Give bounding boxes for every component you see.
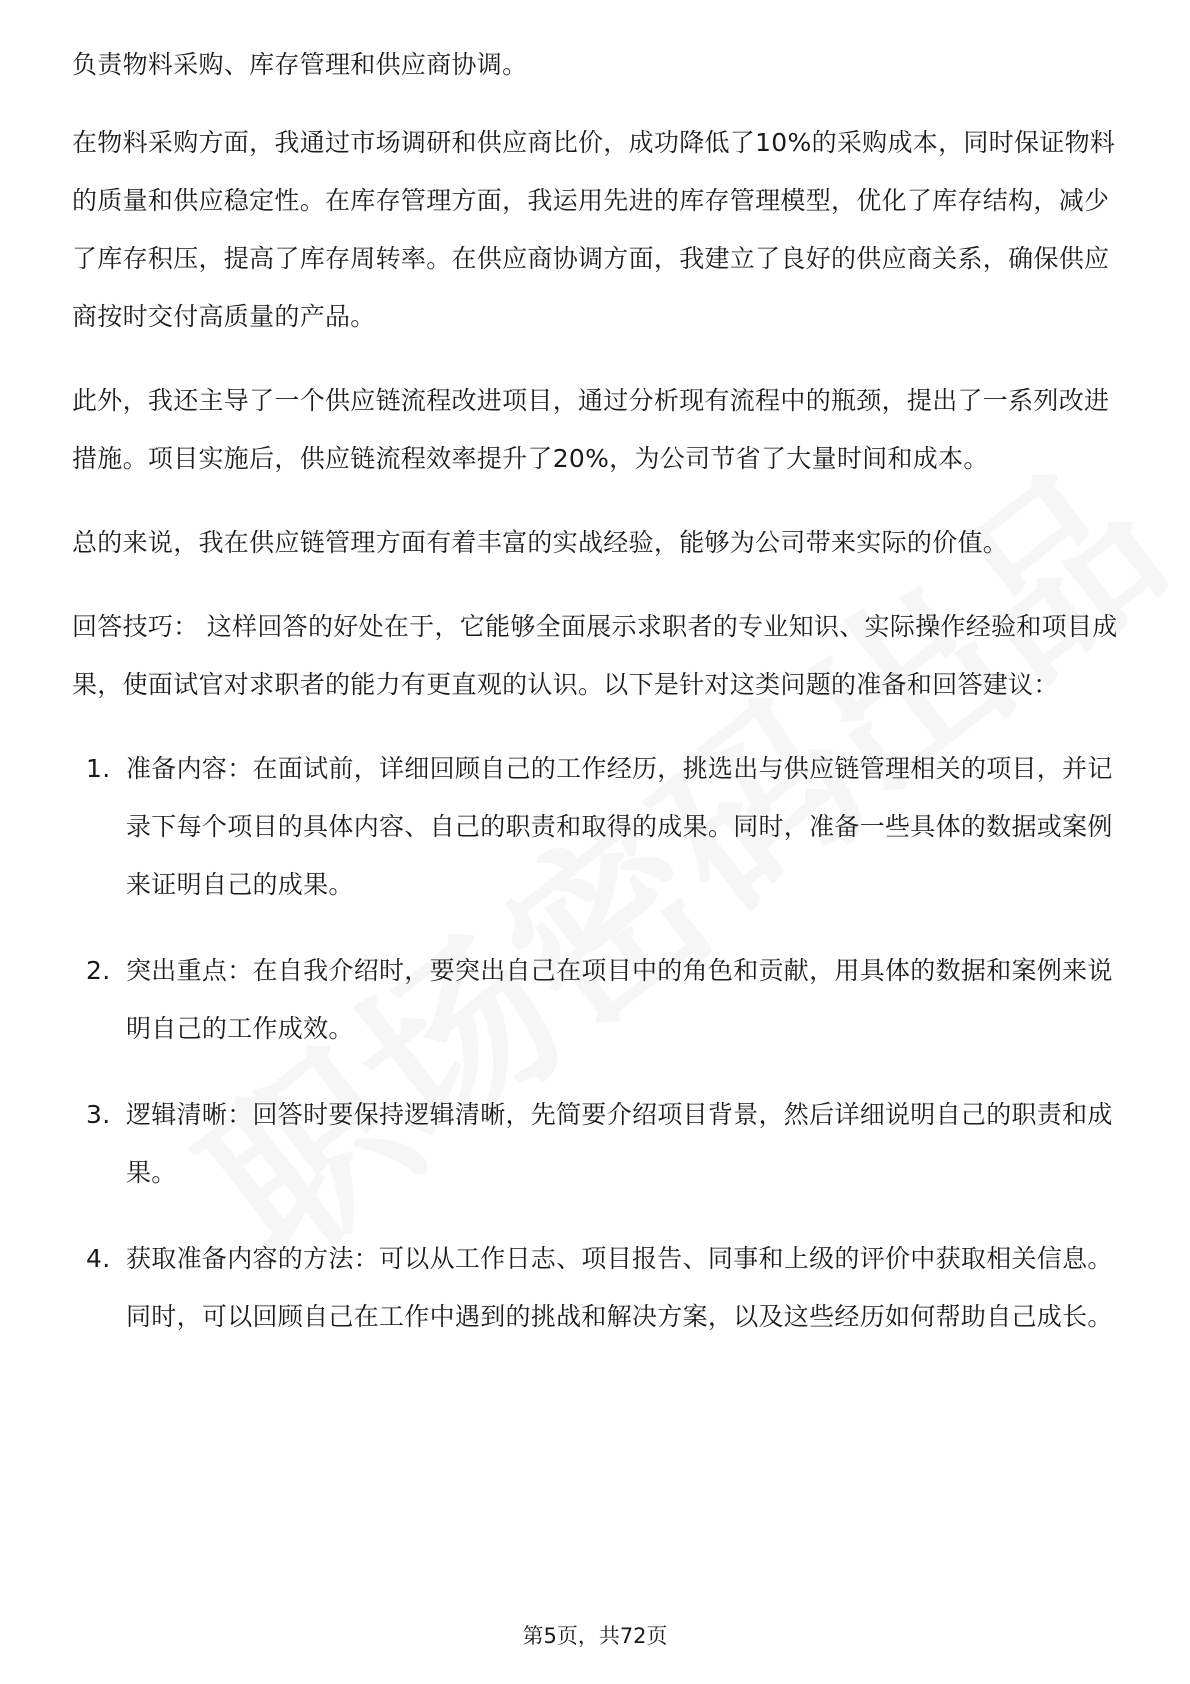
list-marker: 1.: [86, 754, 111, 783]
list-marker: 3.: [86, 1100, 111, 1129]
paragraph-3: 此外，我还主导了一个供应链流程改进项目，通过分析现有流程中的瓶颈，提出了一系列改进措施。项目实施后，供应链流程效率提升了20%，为公司节省了大量时间和成本。: [72, 386, 1110, 473]
paragraph-2: 在物料采购方面，我通过市场调研和供应商比价，成功降低了10%的采购成本，同时保证物料的质量和供应稳定性。在库存管理方面，我运用先进的库存管理模型，优化了库存结构，减少了库存积压，提高了库存周转率。在供应商协调方面，我建立了良好的供应商关系，确保供应商按时交付高质量的产品。: [72, 128, 1116, 331]
list-item: [72, 740, 1122, 914]
list-item-text: 获取准备内容的方法：可以从工作日志、项目报告、同事和上级的评价中获取相关信息。同时，可以回顾自己在工作中遇到的挑战和解决方案，以及这些经历如何帮助自己成长。: [126, 1244, 1113, 1331]
list-marker: 2.: [86, 956, 111, 985]
paragraph-5: 回答技巧： 这样回答的好处在于，它能够全面展示求职者的专业知识、实际操作经验和项目成果，使面试官对求职者的能力有更直观的认识。以下是针对这类问题的准备和回答建议：: [72, 612, 1118, 699]
list-item: [72, 1230, 1122, 1346]
list-item: [72, 942, 1122, 1058]
list-item-text: 准备内容：在面试前，详细回顾自己的工作经历，挑选出与供应链管理相关的项目，并记录下每个项目的具体内容、自己的职责和取得的成果。同时，准备一些具体的数据或案例来证明自己的成果。: [126, 754, 1113, 899]
list-item: [72, 1086, 1122, 1202]
paragraph-1: 负责物料采购、库存管理和供应商协调。: [72, 50, 528, 79]
paragraph-4: 总的来说，我在供应链管理方面有着丰富的实战经验，能够为公司带来实际的价值。: [72, 528, 1009, 557]
page-footer: 第5页，共72页: [522, 1624, 668, 1648]
tips-list: [72, 740, 1122, 1346]
document-body: [72, 36, 1122, 1374]
list-item-text: 逻辑清晰：回答时要保持逻辑清晰，先简要介绍项目背景，然后详细说明自己的职责和成果。: [126, 1100, 1113, 1187]
list-marker: 4.: [86, 1244, 111, 1273]
list-item-text: 突出重点：在自我介绍时，要突出自己在项目中的角色和贡献，用具体的数据和案例来说明自己的工作成效。: [126, 956, 1113, 1043]
